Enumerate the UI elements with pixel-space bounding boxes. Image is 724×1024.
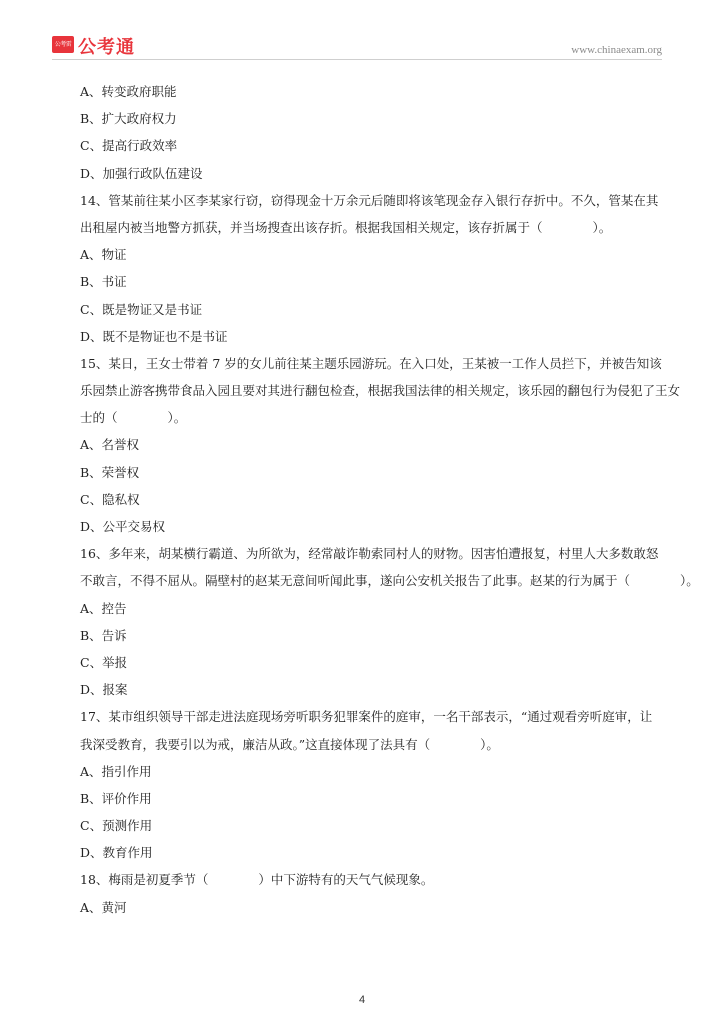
text-line: A、转变政府职能: [80, 84, 177, 99]
text-line: C、举报: [80, 654, 128, 670]
text-line: B、荣誉权: [80, 464, 140, 480]
text-line: 出租屋内被当地警方抓获，并当场搜查出该存折。根据我国相关规定，该存折属于（ ）。: [80, 219, 612, 235]
page-header: [52, 32, 662, 62]
text-line: 18、梅雨是初夏季节（ ）中下游特有的天气气候现象。: [80, 872, 434, 888]
text-line: 乐园禁止游客携带食品入园且要对其进行翻包检查，根据我国法律的相关规定，该乐园的翻包行为侵犯了王女: [80, 383, 681, 399]
logo-badge: 公考雷: [52, 36, 74, 53]
text-line: D、教育作用: [80, 845, 153, 861]
site-url: www.chinaexam.org: [571, 44, 662, 56]
document-body: [80, 78, 699, 921]
text-line: C、既是物证又是书证: [80, 301, 203, 317]
text-line: 士的（ ）。: [80, 410, 187, 426]
text-line: A、名誉权: [80, 437, 140, 453]
text-line: A、指引作用: [80, 763, 152, 779]
page-number: 4: [358, 994, 366, 1006]
text-line: D、报案: [80, 682, 128, 698]
text-line: D、加强行政队伍建设: [80, 165, 203, 181]
text-line: D、既不是物证也不是书证: [80, 328, 228, 344]
text-line: C、提高行政效率: [80, 138, 178, 154]
text-line: 不敢言，不得不屈从。隔壁村的赵某无意间听闻此事，遂向公安机关报告了此事。赵某的行为属于（ ）。: [80, 573, 699, 589]
text-line: 我深受教育，我要引以为戒，廉洁从政。”这直接体现了法具有（ ）。: [80, 736, 499, 752]
text-line: B、评价作用: [80, 790, 152, 806]
text-line: 15、某日，王女士带着 7 岁的女儿前往某主题乐园游玩。在入口处，王某被一工作人员拦下，并被告知该: [80, 355, 662, 371]
text-line: C、隐私权: [80, 491, 140, 507]
text-line: A、黄河: [80, 899, 127, 915]
text-line: 17、某市组织领导干部走进法庭现场旁听职务犯罪案件的庭审，一名干部表示，“通过观看旁听庭审，让: [80, 709, 653, 725]
text-line: A、控告: [80, 600, 127, 616]
text-line: 16、多年来，胡某横行霸道、为所欲为，经常敲诈勒索同村人的财物。因害怕遭报复，村里人大多数敢怒: [80, 546, 659, 562]
text-line: B、书证: [80, 274, 127, 290]
text-line: B、扩大政府权力: [80, 111, 177, 127]
text-line: C、预测作用: [80, 818, 153, 834]
logo-text: 公考通: [78, 37, 135, 58]
text-line: A、物证: [80, 247, 127, 263]
header-divider: [52, 59, 662, 60]
text-line: 14、管某前往某小区李某家行窃，窃得现金十万余元后随即将该笔现金存入银行存折中。不久，管某在其: [80, 192, 659, 208]
text-line: B、告诉: [80, 627, 127, 643]
text-line: D、公平交易权: [80, 519, 166, 534]
